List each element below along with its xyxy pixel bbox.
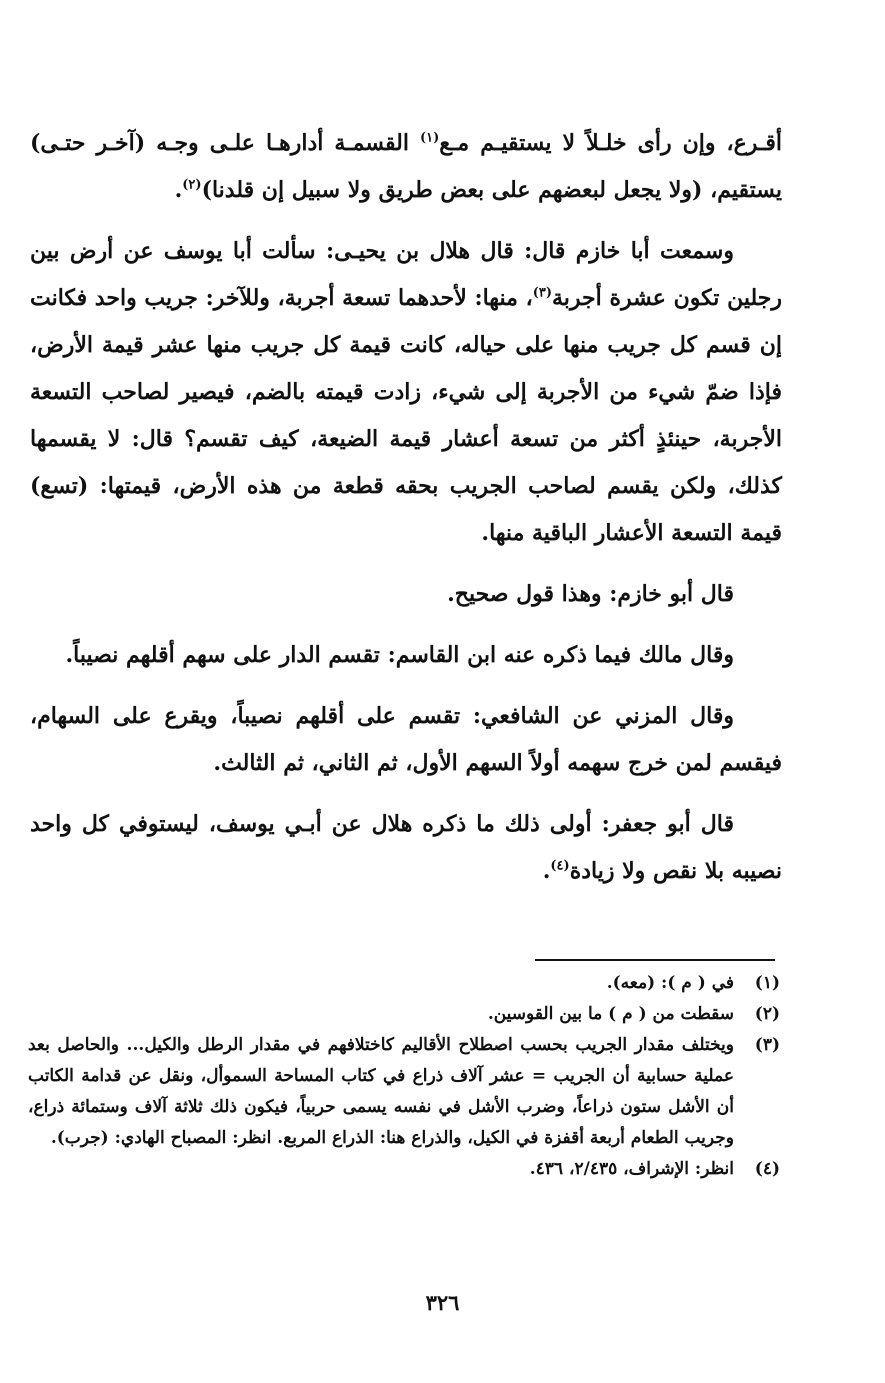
footnote-2 <box>28 999 780 1030</box>
footnote-ref-3: (٣) <box>532 285 552 301</box>
footnote-text: في ( م ): (معه). <box>606 973 734 993</box>
footnote-text: انظر: الإشراف، ٢/٤٣٥، ٤٣٦. <box>529 1159 734 1179</box>
paragraph-1-text-a: أقـرع، وإن رأى خلـلاً لا يستقيـم مـع <box>439 130 782 156</box>
paragraph-3: قال أبو خازم: وهذا قول صحيح. <box>447 581 734 607</box>
paragraph-1-text-c: . <box>174 177 183 203</box>
main-text <box>30 120 782 909</box>
footnote-number: (٤) <box>754 1159 780 1179</box>
footnote-ref-4: (٤) <box>550 858 570 874</box>
paragraph-1 <box>30 120 782 214</box>
footnote-number: (٢) <box>754 1004 780 1024</box>
paragraph-1-text-b: القسمـة أدارهـا علـى وجـه (آخـر حتـى) يستقيم، (ولا يجعل لبعضهم على بعض طريق ولا سبيل إن قلدنا) <box>30 130 782 203</box>
paragraph-6-text-a: قال أبو جعفر: أولى ذلك ما ذكره هلال عن أبـي يوسف، ليستوفي كل واحد نصيبه بلا نقص ولا زيادة <box>30 811 782 884</box>
footnote-1 <box>28 968 780 999</box>
footnote-4 <box>28 1154 780 1185</box>
footnote-ref-1: (١) <box>419 130 440 146</box>
paragraph-6 <box>30 801 782 895</box>
paragraph-2-text-a: وسمعت أبا خازم قال: قال هلال بن يحيـى: سألت أبا يوسف عن أرض بين رجلين تكون عشرة أجربة <box>30 238 782 311</box>
paragraph-2 <box>30 228 782 557</box>
footnote-number: (١) <box>754 973 780 993</box>
footnote-number: (٣) <box>754 1035 780 1055</box>
paragraph-2-text-b: ، منها: لأحدهما تسعة أجربة، وللآخر: جريب واحد فكانت إن قسم كل جريب منها على حياله، كانت قيمة كل جريب منها عشر قيمة الأرض، فإذا ضمّ شيء من الأجربة إلى شيء، زادت قيمته بالضم، فيصير لصاحب التسعة الأجربة، حينئذٍ أكثر من تسعة أعشار قيمة الضيعة، كيف تقسم؟ قال: لا يقسمها كذلك، ولكن يقسم لصاحب الجريب بحقه قطعة من هذه الأرض، قيمتها: (تسع) قيمة التسعة الأعشار الباقية منها. <box>30 285 782 546</box>
paragraph-4: وقال مالك فيما ذكره عنه ابن القاسم: تقسم الدار على سهم أقلهم نصيباً. <box>65 642 734 668</box>
page-number: ٣٢٦ <box>425 1290 460 1315</box>
footnotes <box>28 968 780 1185</box>
paragraph-5: وقال المزني عن الشافعي: تقسم على أقلهم نصيباً، ويقرع على السهام، فيقسم لمن خرج سهمه أولاً السهم الأول، ثم الثاني، ثم الثالث. <box>30 703 782 776</box>
footnote-separator <box>535 959 775 961</box>
paragraph-6-text-b: . <box>542 858 551 884</box>
footnote-text: سقطت من ( م ) ما بين القوسين. <box>487 1004 734 1024</box>
footnote-ref-2: (٢) <box>182 177 202 193</box>
footnote-text: ويختلف مقدار الجريب بحسب اصطلاح الأقاليم كاختلافهم في مقدار الرطل والكيل... والحاصل بعد عملية حسابية أن الجريب = عشر آلاف ذراع في كتاب المساحة السموأل، ونقل عن قدامة الكاتب أن الأشل ستون ذراعاً، وضرب الأشل في نفسه يسمى حربياً، فيكون ذلك ثلاثة آلاف وستمائة ذراع، وجريب الطعام أربعة أقفزة في الكيل، والذراع هنا: الذراع المربع. انظر: المصباح الهادي: (جرب). <box>28 1035 734 1148</box>
footnote-3 <box>28 1030 780 1154</box>
